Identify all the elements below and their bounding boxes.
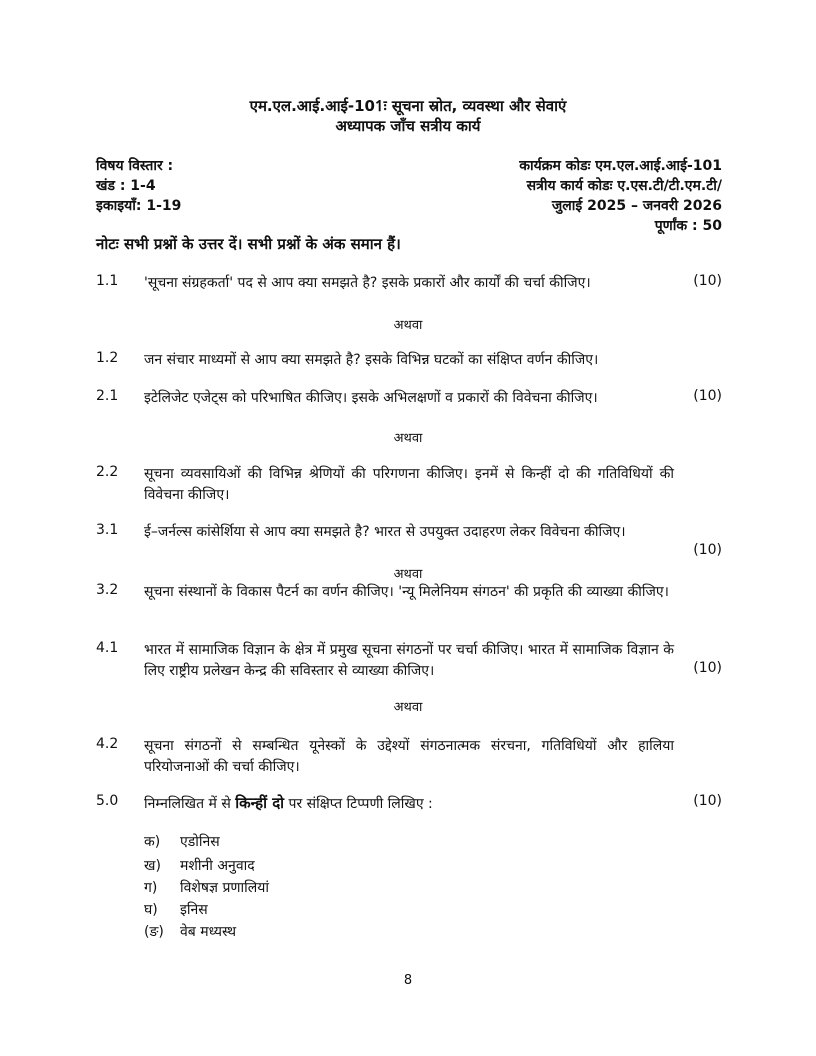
- option-item: [144, 922, 236, 941]
- option-label: ख): [144, 858, 161, 874]
- or-divider: अथवा: [393, 318, 423, 333]
- or-divider: अथवा: [393, 431, 423, 446]
- option-text: मशीनी अनुवाद: [180, 858, 255, 874]
- question-text: सूचना संस्थानों के विकास पैटर्न का वर्णन कीजिए। 'न्यू मिलेनियम संगठन' की प्रकृति की व्याख्या कीजिए।: [144, 584, 669, 600]
- option-item: [144, 900, 208, 919]
- question-text-after: पर संक्षिप्त टिप्पणी लिखिए :: [284, 796, 433, 812]
- or-divider: अथवा: [393, 700, 423, 715]
- question-number: 4.1: [96, 640, 119, 656]
- or-divider: अथवा: [393, 567, 423, 582]
- option-text: वेब मध्यस्थ: [180, 924, 237, 940]
- question-marks: (10): [693, 542, 722, 558]
- question-text-emphasis: किन्हीं दो: [235, 794, 285, 812]
- session: जुलाई 2025 – जनवरी 2026: [551, 198, 722, 214]
- question-marks: (10): [693, 660, 722, 676]
- question-text: सूचना व्यवसायिओं की विभिन्न श्रेणियों की परिगणना कीजिए। इनमें से किन्हीं दो की गतिविधियों की विवेचना कीजिए।: [144, 466, 674, 503]
- question-text: जन संचार माध्यमों से आप क्या समझते है? इसके विभिन्न घटकों का संक्षिप्त वर्णन कीजिए।: [144, 352, 599, 368]
- option-text: एडोनिस: [180, 834, 220, 850]
- block-label: खंड : 1-4: [96, 178, 156, 194]
- question-text: भारत में सामाजिक विज्ञान के क्षेत्र में प्रमुख सूचना संगठनों पर चर्चा कीजिए। भारत में सामाजिक विज्ञान के लिए राष्ट्रीय प्रलेखन केन्द्र की सविस्तार से व्याख्या कीजिए।: [144, 642, 674, 679]
- question-text: [144, 793, 694, 815]
- question-number: 2.1: [96, 388, 119, 404]
- question-marks: (10): [693, 273, 722, 289]
- question-text-before: निम्नलिखित में से: [144, 796, 236, 812]
- question-marks: (10): [693, 793, 722, 809]
- option-item: [144, 832, 220, 851]
- option-text: विशेषज्ञ प्रणालियां: [180, 880, 270, 896]
- units-label: इकाइयाँ: 1-19: [96, 198, 182, 214]
- question-marks: (10): [693, 388, 722, 404]
- question-number: 1.1: [96, 273, 119, 289]
- option-label: (ङ): [144, 924, 164, 940]
- question-number: 2.2: [96, 464, 119, 480]
- question-number: 5.0: [96, 793, 119, 809]
- question-number: 3.2: [96, 582, 119, 598]
- max-marks: पूर्णांक : 50: [654, 218, 722, 234]
- option-text: इनिस: [180, 902, 208, 918]
- question-text: इटेलिजेट एजेट्स को परिभाषित कीजिए। इसके अभिलक्षणों व प्रकारों की विवेचना कीजिए।: [144, 390, 598, 406]
- option-label: ग): [144, 880, 158, 896]
- option-label: घ): [144, 902, 158, 918]
- question-text: ई–जर्नल्स कांसेर्शिया से आप क्या समझते है? भारत से उपयुक्त उदाहरण लेकर विवेचना कीजिए।: [144, 524, 626, 540]
- question-text: सूचना संगठनों से सम्बन्धित यूनेस्कों के उद्देश्यों संगठनात्मक संरचना, गतिविधियों और हालिया परियोजनाओं की चर्चा कीजिए।: [144, 738, 674, 775]
- option-item: [144, 878, 269, 897]
- document-subtitle: अध्यापक जाँच सत्रीय कार्य: [335, 117, 481, 135]
- option-label: क): [144, 834, 161, 850]
- assignment-code: सत्रीय कार्य कोडः ए.एस.टी/टी.एम.टी/: [526, 178, 722, 194]
- question-text: 'सूचना संग्रहकर्ता' पद से आप क्या समझते है? इसके प्रकारों और कार्यों की चर्चा कीजिए।: [144, 275, 591, 291]
- question-number: 1.2: [96, 350, 119, 366]
- option-item: [144, 856, 255, 875]
- question-number: 4.2: [96, 736, 119, 752]
- programme-code: कार्यक्रम कोडः एम.एल.आई.आई-101: [519, 158, 722, 174]
- page-number: 8: [403, 973, 413, 988]
- instruction-note: नोटः सभी प्रश्नों के उत्तर दें। सभी प्रश्नों के अंक समान हैं।: [96, 235, 401, 253]
- subject-label: विषय विस्तार :: [96, 158, 174, 174]
- document-title: एम.एल.आई.आई-101ः सूचना स्रोत, व्यवस्था और सेवाएं: [249, 97, 567, 115]
- question-number: 3.1: [96, 522, 119, 538]
